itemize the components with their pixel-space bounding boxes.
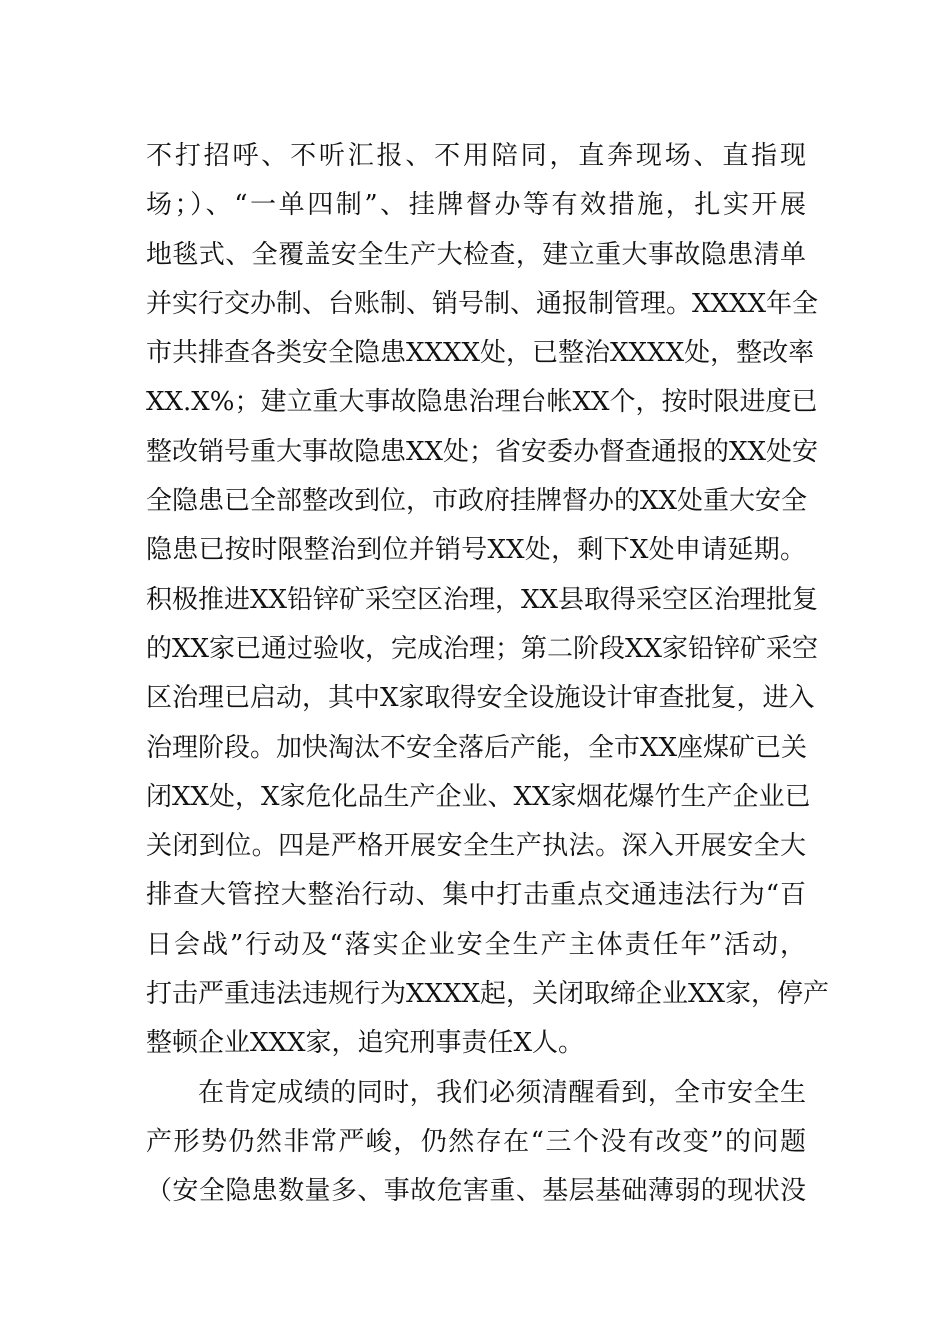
text-line: 治理阶段。加快淘汰不安全落后产能，全市XX座煤矿已关 bbox=[146, 732, 808, 763]
text-line: 打击严重违法违规行为XXXX起，关闭取缔企业XX家，停产 bbox=[146, 979, 830, 1010]
text-line: XX.X%；建立重大事故隐患治理台帐XX个，按时限进度已 bbox=[146, 387, 818, 418]
text-line: 隐患已按时限整治到位并销号XX处，剩下X处申请延期。 bbox=[146, 535, 806, 566]
body-text bbox=[146, 132, 830, 1217]
paragraph-1 bbox=[146, 132, 830, 1069]
text-line: 日会战”行动及“落实企业安全生产主体责任年”活动， bbox=[146, 929, 806, 960]
text-line: 在肯定成绩的同时，我们必须清醒看到，全市安全生 bbox=[198, 1077, 806, 1108]
text-line: 排查大管控大整治行动、集中打击重点交通违法行为“百 bbox=[146, 880, 806, 911]
text-line: 整顿企业XXX家，追究刑事责任X人。 bbox=[146, 1028, 585, 1059]
text-line: 整改销号重大事故隐患XX处；省安委办督查通报的XX处安 bbox=[146, 436, 819, 467]
text-line: 闭XX处，X家危化品生产企业、XX家烟花爆竹生产企业已 bbox=[146, 781, 811, 812]
text-line: 全隐患已全部整改到位，市政府挂牌督办的XX处重大安全 bbox=[146, 486, 808, 517]
text-line: 的XX家已通过验收，完成治理；第二阶段XX家铅锌矿采空 bbox=[146, 633, 819, 664]
text-line: 产形势仍然非常严峻，仍然存在“三个没有改变”的问题 bbox=[146, 1126, 806, 1157]
text-line: 场；）、“一单四制”、挂牌督办等有效措施，扎实开展 bbox=[146, 190, 806, 221]
text-line: 并实行交办制、台账制、销号制、通报制管理。XXXX年全 bbox=[146, 288, 819, 319]
text-line: 地毯式、全覆盖安全生产大检查，建立重大事故隐患清单 bbox=[146, 239, 806, 270]
text-line: 区治理已启动，其中X家取得安全设施设计审查批复，进入 bbox=[146, 683, 815, 714]
text-line: 不打招呼、不听汇报、不用陪同，直奔现场、直指现 bbox=[146, 141, 806, 171]
text-line: 关闭到位。四是严格开展安全生产执法。深入开展安全大 bbox=[146, 831, 806, 862]
paragraph-2 bbox=[146, 1069, 806, 1217]
text-line: 积极推进XX铅锌矿采空区治理，XX县取得采空区治理批复 bbox=[146, 584, 819, 615]
text-line: （安全隐患数量多、事故危害重、基层基础薄弱的现状没 bbox=[146, 1176, 806, 1207]
text-line: 市共排查各类安全隐患XXXX处，已整治XXXX处，整改率 bbox=[146, 338, 815, 369]
